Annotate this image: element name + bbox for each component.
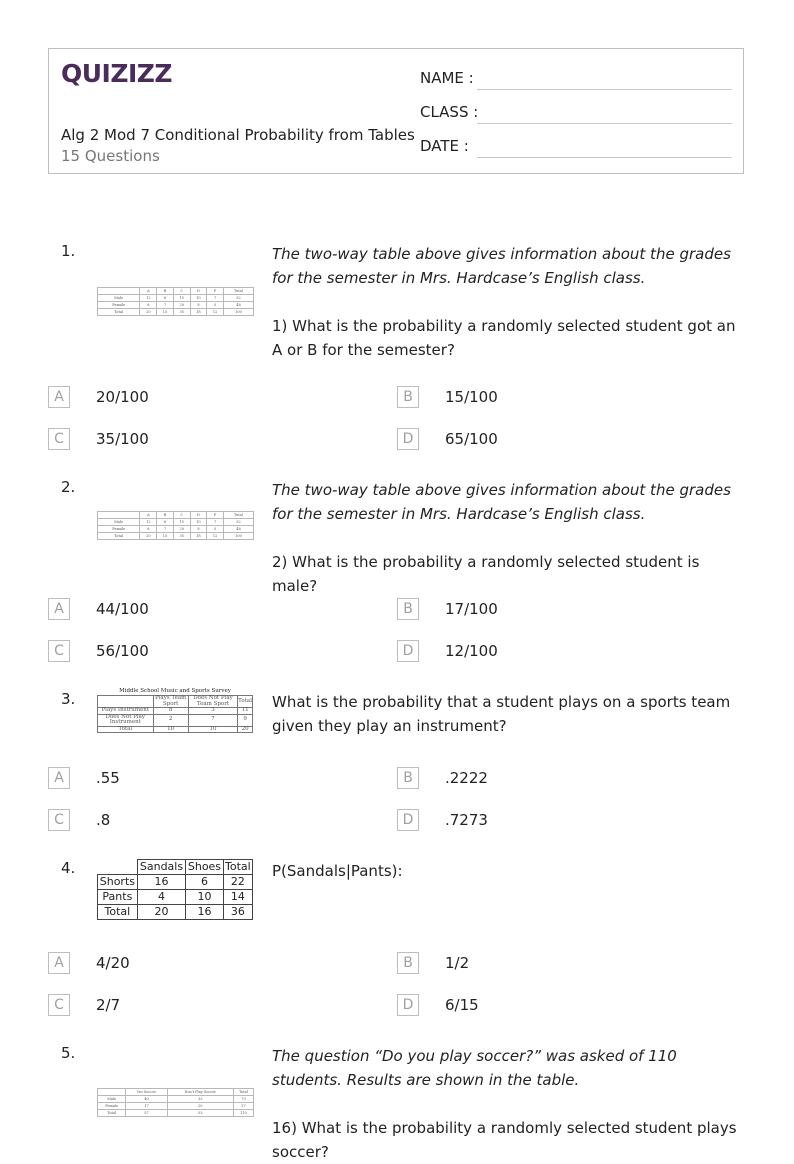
table-cell: 8 [140,302,157,309]
table-cell: 7 [157,302,174,309]
table-cell: 10 [190,519,207,526]
table-cell: 20 [167,1103,233,1110]
question-number: 5. [61,1044,76,1062]
table-cell: C [173,512,190,519]
worksheet-title: Alg 2 Mod 7 Conditional Probability from Tables [61,126,415,144]
table-cell: 35 [173,309,190,316]
table-cell: 33 [167,1096,233,1103]
table-cell: 10 [190,295,207,302]
question-prompt: 1) What is the probability a randomly selected student got an A or B for the semester? [272,317,736,359]
table-cell: F [207,512,224,519]
table-cell: 15 [157,533,174,540]
question-prompt: P(Sandals|Pants): [272,862,403,880]
table-cell: D [190,288,207,295]
question-prompt: 16) What is the probability a randomly selected student plays soccer? [272,1119,737,1161]
table-cell: 15 [157,309,174,316]
option-letter-box: A [48,952,70,974]
table-cell: 3 [188,708,237,715]
option-text: .2222 [445,769,488,787]
option-letter-box: D [397,428,419,450]
table-cell: 10 [186,890,223,905]
option-letter-box: B [397,598,419,620]
table-cell: 17 [126,1103,167,1110]
question-text [272,242,742,362]
option-letter-box: C [48,809,70,831]
option-text: 6/15 [445,996,479,1014]
table-cell: Does Not Play Instrument [98,714,154,726]
table-cell: 53 [167,1110,233,1117]
table-cell: 20 [173,302,190,309]
table-cell: 52 [224,295,254,302]
table-cell: 16 [186,905,223,920]
name-line [477,89,732,90]
table-cell: 15 [173,519,190,526]
table-cell: 5 [207,302,224,309]
option-letter-box: C [48,640,70,662]
table-cell: 7 [157,526,174,533]
table-cell: 8 [157,295,174,302]
table-cell: B [157,288,174,295]
table-cell: Total [224,288,254,295]
question-intro: The question “Do you play soccer?” was asked of 110 students. Results are shown in the table. [272,1047,677,1089]
option-text: 44/100 [96,600,149,618]
table-cell: 18 [190,309,207,316]
table-cell: 8 [153,708,188,715]
table-cell [98,512,140,519]
table-cell: Male [98,1096,126,1103]
table-cell: Total [98,726,154,733]
soccer-table-image [97,1088,254,1117]
question-prompt: 2) What is the probability a randomly selected student is male? [272,553,700,595]
question-text [272,690,742,738]
option-text: .55 [96,769,120,787]
question-count: 15 Questions [61,147,160,165]
table-cell: 8 [140,526,157,533]
option-letter-box: B [397,952,419,974]
table-cell: Female [98,526,140,533]
question-intro: The two-way table above gives information about the grades for the semester in Mrs. Hardcase’s English class. [272,481,731,523]
table-cell: Male [98,295,140,302]
table-cell: 15 [173,295,190,302]
question-number: 1. [61,242,76,260]
table-cell: B [157,512,174,519]
option-letter-box: A [48,598,70,620]
option-text: 12/100 [445,642,498,660]
option-letter-box: C [48,994,70,1016]
option-text: 15/100 [445,388,498,406]
date-line [477,157,732,158]
table-cell: 20 [140,533,157,540]
class-label: CLASS : [420,103,479,121]
table-cell: 11 [238,708,253,715]
table-cell: 100 [224,309,254,316]
table-cell: F [207,288,224,295]
table-cell: 9 [238,714,253,726]
table-cell: 5 [207,526,224,533]
option-text: 56/100 [96,642,149,660]
table-cell: 2 [153,714,188,726]
table-cell: 10 [188,726,237,733]
option-text: 35/100 [96,430,149,448]
table-cell [98,860,138,875]
table-cell: Shoes [186,860,223,875]
grades-table-image [97,287,254,316]
table-cell: 8 [190,302,207,309]
table-cell: 7 [207,295,224,302]
table-cell [98,1089,126,1096]
name-label: NAME : [420,69,474,87]
table-cell: 16 [137,875,185,890]
table-cell: 12 [140,295,157,302]
option-text: .7273 [445,811,488,829]
table-cell: 12 [207,309,224,316]
music-sports-table [97,695,253,733]
question-text [272,1044,742,1164]
table-cell: Pants [98,890,138,905]
question-text [272,478,742,598]
option-letter-box: D [397,994,419,1016]
option-letter-box: A [48,386,70,408]
option-text: 20/100 [96,388,149,406]
table-cell: 12 [140,519,157,526]
table-cell: Total [224,860,251,873]
table-cell: Shorts [98,875,138,890]
table-caption: Middle School Music and Sports Survey [119,688,231,694]
option-text: .8 [96,811,111,829]
question-intro: The two-way table above gives information about the grades for the semester in Mrs. Hardcase’s English class. [272,245,731,287]
option-text: 2/7 [96,996,121,1014]
option-letter-box: B [397,386,419,408]
table-cell: Yes Soccer [126,1089,167,1096]
table-cell: 14 [223,890,252,905]
grades-table [97,287,254,316]
table-cell: Total [98,533,140,540]
option-letter-box: A [48,767,70,789]
option-letter-box: D [397,809,419,831]
sandals-shoes-table [97,859,253,920]
option-text: 17/100 [445,600,498,618]
quizizz-logo: QUIZIZZ [61,59,173,88]
option-text: 65/100 [445,430,498,448]
table-cell: 110 [233,1110,253,1117]
question-prompt: What is the probability that a student plays on a sports team given they play an instrument? [272,693,731,735]
shoes-table-image [97,859,253,920]
table-cell: Total [98,905,138,920]
table-cell: Male [98,519,140,526]
table-cell: 10 [153,726,188,733]
table-cell: 37 [233,1103,253,1110]
table-cell: 20 [238,726,253,733]
table-cell: Female [98,1103,126,1110]
option-letter-box: D [397,640,419,662]
table-cell: 48 [224,302,254,309]
table-cell: 73 [233,1096,253,1103]
question-text [272,859,742,883]
grades-table [97,511,254,540]
option-text: 4/20 [96,954,130,972]
table-cell: 100 [224,533,254,540]
table-cell: A [140,288,157,295]
table-cell: Don't Play Soccer [167,1089,233,1096]
table-cell: 7 [188,714,237,726]
table-cell: 20 [140,309,157,316]
table-cell: Plays Team Sport [154,695,187,707]
table-cell: Total [233,1089,253,1096]
table-cell: Total [98,1110,126,1117]
table-cell: Sandals [137,860,185,875]
table-cell: 22 [223,875,252,890]
table-cell: Does Not Play Team Sport [188,696,237,708]
table-cell: 7 [207,519,224,526]
table-cell: 35 [173,533,190,540]
table-cell: 12 [207,533,224,540]
table-cell: D [190,512,207,519]
class-line [477,123,732,124]
date-label: DATE : [420,137,469,155]
option-text: 1/2 [445,954,470,972]
table-cell: 57 [126,1110,167,1117]
table-cell: 40 [126,1096,167,1103]
option-letter-box: C [48,428,70,450]
table-cell: 48 [224,526,254,533]
table-cell: A [140,512,157,519]
soccer-table [97,1088,254,1117]
grades-table-image [97,511,254,540]
table-cell: 4 [137,890,185,905]
music-table-image [97,688,253,733]
worksheet-header [48,48,744,174]
question-number: 4. [61,859,76,877]
question-number: 2. [61,478,76,496]
table-cell: 6 [186,875,223,890]
table-cell: 18 [190,533,207,540]
table-cell: Total [224,512,254,519]
table-cell: Total [238,696,253,708]
table-cell: 8 [190,526,207,533]
table-cell [98,696,154,708]
table-cell: Plays Instrument [98,708,154,715]
table-cell [98,288,140,295]
table-cell: 20 [173,526,190,533]
table-cell: 8 [157,519,174,526]
table-cell: C [173,288,190,295]
table-cell: 36 [223,905,252,920]
table-cell: Female [98,302,140,309]
table-cell: Total [98,309,140,316]
table-cell: 52 [224,519,254,526]
option-letter-box: B [397,767,419,789]
table-cell: 20 [137,905,185,920]
question-number: 3. [61,690,76,708]
